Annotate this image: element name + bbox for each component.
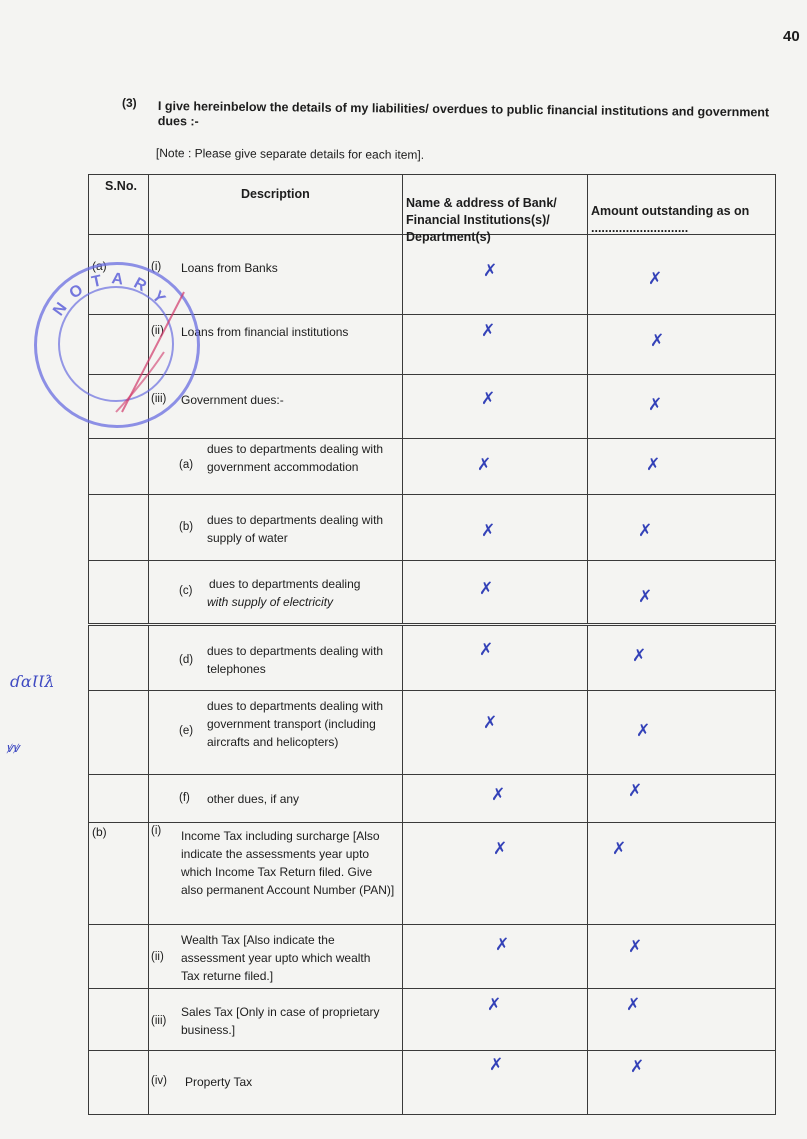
section-number: (3)	[122, 96, 137, 110]
margin-initials: ꝟꝟ	[6, 741, 20, 756]
cross-mark: ✗	[636, 721, 651, 741]
row-label-b: (b)	[92, 825, 107, 839]
table-row: (e) dues to departments dealing with government transport (including aircrafts and helicopters) ✗ ✗	[89, 691, 776, 775]
table-row: (c) dues to departments dealing with supply of electricity ✗ ✗	[89, 561, 776, 625]
notary-stamp-text	[34, 262, 194, 422]
cross-mark: ✗	[628, 781, 643, 801]
cross-mark: ✗	[648, 269, 663, 289]
cross-mark: ✗	[487, 995, 502, 1015]
header-row	[89, 175, 776, 235]
cross-mark: ✗	[638, 587, 653, 607]
loans-from-financial-institutions: Loans from financial institutions	[181, 325, 349, 339]
note: [Note : Please give separate details for each item].	[155, 146, 425, 162]
cross-mark: ✗	[489, 1055, 504, 1075]
cross-mark: ✗	[483, 713, 498, 733]
property-tax: Property Tax	[185, 1075, 253, 1089]
table-row: (f) other dues, if any ✗ ✗	[89, 775, 776, 823]
cross-mark: ✗	[479, 640, 494, 660]
cross-mark: ✗	[481, 321, 496, 341]
wealth-tax: Wealth Tax [Also indicate the assessment year upto which wealth Tax returne filed.]	[181, 933, 371, 983]
cross-mark: ✗	[646, 455, 661, 475]
loans-from-banks: Loans from Banks	[181, 261, 278, 275]
header-sno: S.No.	[89, 175, 149, 235]
svg-text:NOTARY: NOTARY	[50, 270, 175, 320]
row-label-a: (a)	[92, 259, 107, 273]
cross-mark: ✗	[477, 455, 492, 475]
dues-supply-of-water: dues to departments dealing with supply of water	[207, 513, 384, 545]
table-row: (b) dues to departments dealing with supply of water ✗ ✗	[89, 495, 776, 561]
cross-mark: ✗	[638, 521, 653, 541]
table-row: (a) (i) Loans from Banks ✗ ✗	[89, 235, 776, 315]
cross-mark: ✗	[650, 331, 665, 351]
table-row: (d) dues to departments dealing with telephones ✗ ✗	[89, 625, 776, 691]
table-row: (b) (i) Income Tax including surcharge [Also indicate the assessments year upto which Income Tax Return filed. Give also permanent Account Number (PAN)] ✗ ✗	[89, 823, 776, 925]
table-row: (ii) Wealth Tax [Also indicate the assessment year upto which wealth Tax returne filed.] ✗ ✗	[89, 925, 776, 989]
table-row: (iii) Government dues:- ✗ ✗	[89, 375, 776, 439]
cross-mark: ✗	[626, 995, 641, 1015]
cross-mark: ✗	[479, 579, 494, 599]
cross-mark: ✗	[612, 839, 627, 859]
cross-mark: ✗	[632, 646, 647, 666]
dues-government-transport: dues to departments dealing with government transport (including aircrafts and helicopters)	[207, 699, 384, 749]
dues-telephones: dues to departments dealing with telephones	[207, 644, 384, 676]
page-number: 40	[783, 28, 800, 45]
header-bank: Name & address of Bank/ Financial Institutions(s)/ Department(s)	[403, 175, 588, 235]
dues-supply-of-electricity-line2: with supply of electricity	[207, 595, 334, 609]
government-dues: Government dues:-	[181, 393, 284, 407]
margin-signature: ɗɑƖƖƛ	[10, 672, 55, 691]
section-heading: I give hereinbelow the details of my liabilities/ overdues to public financial institutions and government dues :-	[157, 99, 770, 129]
dues-supply-of-electricity: dues to departments dealing	[209, 577, 361, 591]
table-row: (iii) Sales Tax [Only in case of proprietary business.] ✗ ✗	[89, 989, 776, 1051]
cross-mark: ✗	[495, 935, 510, 955]
cross-mark: ✗	[491, 785, 506, 805]
table-row: (a) dues to departments dealing with government accommodation ✗ ✗	[89, 439, 776, 495]
cross-mark: ✗	[630, 1057, 645, 1077]
cross-mark: ✗	[628, 937, 643, 957]
cross-mark: ✗	[483, 261, 498, 281]
dues-government-accommodation: dues to departments dealing with government accommodation	[207, 442, 384, 474]
table-row: (ii) Loans from financial institutions ✗ ✗	[89, 315, 776, 375]
cross-mark: ✗	[493, 839, 508, 859]
income-tax: Income Tax including surcharge [Also indicate the assessments year upto which Income Tax Return filed. Give also permanent Account Number (PAN)]	[181, 829, 395, 897]
header-description: Description	[149, 175, 403, 235]
header-amount: Amount outstanding as on ............................	[588, 175, 776, 235]
sales-tax: Sales Tax [Only in case of proprietary business.]	[181, 1005, 380, 1037]
cross-mark: ✗	[648, 395, 663, 415]
other-dues: other dues, if any	[207, 792, 300, 806]
table-row: (iv) Property Tax ✗ ✗	[89, 1051, 776, 1115]
cross-mark: ✗	[481, 389, 496, 409]
cross-mark: ✗	[481, 521, 496, 541]
